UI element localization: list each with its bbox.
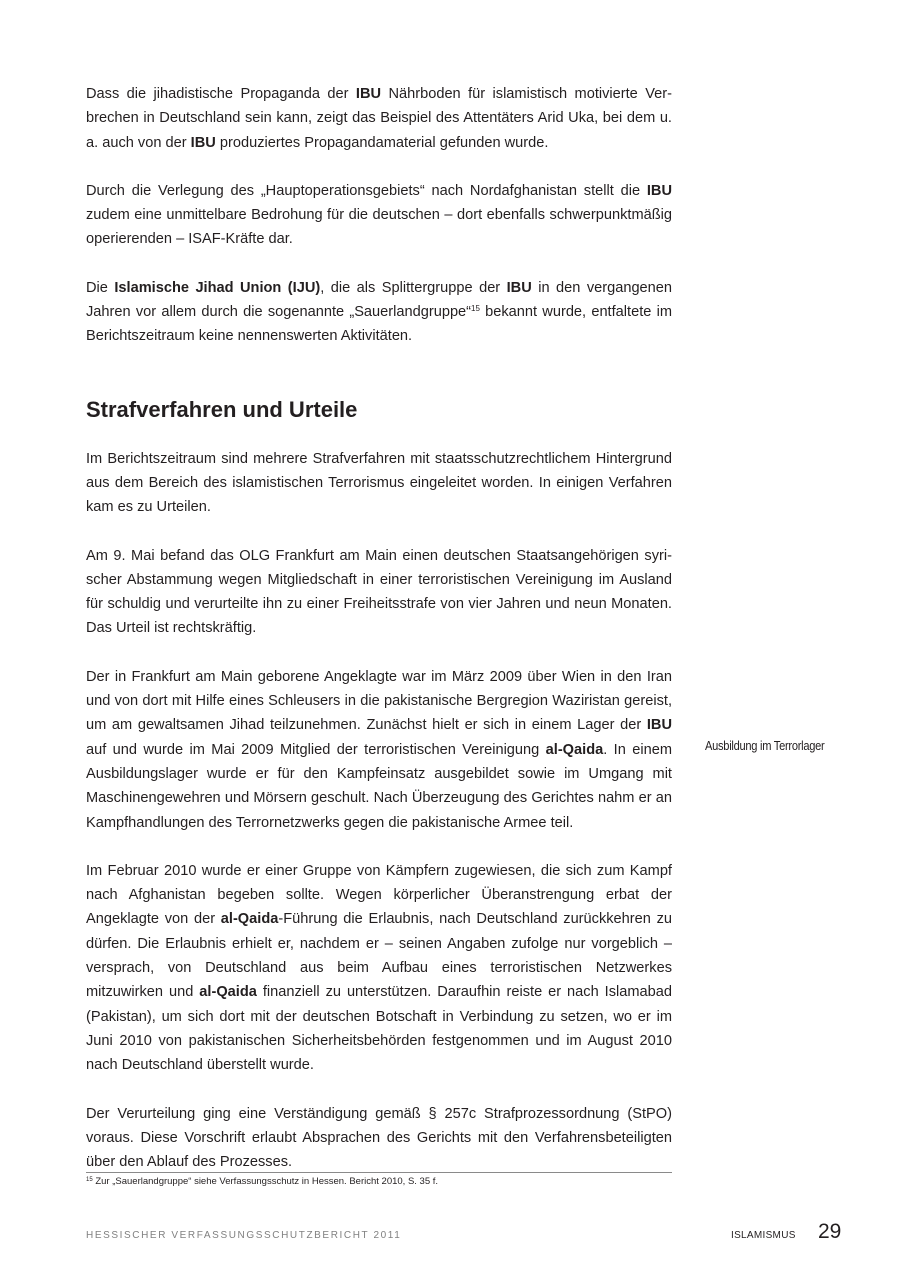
bold-term: al-Qaida bbox=[220, 911, 279, 928]
intro-paragraphs bbox=[86, 82, 672, 349]
main-text-column bbox=[86, 82, 672, 1198]
margin-note: Ausbildung im Terrorlager bbox=[705, 739, 825, 753]
bold-term: al-Qaida bbox=[199, 984, 257, 1001]
bold-term: Islamische Jihad Union (IJU) bbox=[114, 279, 321, 296]
footnote-divider bbox=[86, 1172, 672, 1173]
bold-term: IBU bbox=[355, 86, 382, 102]
paragraph bbox=[86, 1102, 672, 1175]
text-segment: finanziell zu unterstützen. Daraufhin reiste er nach Islamabad (Pakistan), um sich dort mit der deutschen Botschaft in Verbindung zu setzen, wo er im Juni 2010 von pakistanischen Sicherheitsbehörden festgenommen und im August 2010 nach Deutschland überstellt wurde. bbox=[86, 984, 672, 1074]
footnote bbox=[86, 1175, 672, 1188]
footnote-text: Zur „Sauerlandgruppe“ siehe Verfassungsschutz in Hessen. Bericht 2010, S. 35 f. bbox=[92, 1176, 439, 1187]
paragraph bbox=[86, 447, 672, 520]
text-segment: Im Berichtszeitraum sind mehrere Strafverfahren mit staatsschutzrechtlichem Hintergrund aus dem Bereich des islamistischen Terrorismus eingeleitet worden. In einigen Verfahren kam es zu Urteilen. bbox=[86, 450, 672, 516]
text-segment: in den vergangenen Jahren vor allem durch die sogenannte „Sauerlandgruppe“ bbox=[86, 279, 673, 321]
text-segment: auf und wurde im Mai 2009 Mitglied der terroristischen Vereinigung bbox=[86, 741, 546, 758]
text-segment: Nährboden für islamistisch motivierte Verbrechen in Deutschland sein kann, zeigt das Beispiel des Attentäters Arid Uka, bei dem u. a. auch von der bbox=[86, 86, 672, 151]
text-segment: produziertes Propagandamaterial gefunden wurde. bbox=[215, 134, 549, 151]
paragraph bbox=[86, 544, 672, 641]
paragraph bbox=[86, 82, 672, 155]
footer-section-name: ISLAMISMUS bbox=[731, 1230, 796, 1241]
text-segment: , die als Splittergruppe der bbox=[320, 279, 507, 296]
footer-publication-title: HESSISCHER VERFASSUNGSSCHUTZBERICHT 2011 bbox=[86, 1230, 402, 1241]
bold-term: IBU bbox=[190, 134, 216, 151]
bold-term: IBU bbox=[506, 279, 532, 296]
text-segment: bekannt wurde, entfaltete im Berichtszeitraum keine nennenswerten Aktivitäten. bbox=[86, 304, 672, 345]
text-segment: Der in Frankfurt am Main geborene Angeklagte war im März 2009 über Wien in den Iran und von dort mit Hilfe eines Schleusers in die pakistanische Bergregion Waziristan gereist, um am gewaltsamen Jihad teilzunehmen. Zunächst hielt er sich in einem Lager der bbox=[86, 668, 672, 734]
bold-term: IBU bbox=[646, 717, 672, 734]
paragraph bbox=[86, 859, 672, 1078]
text-segment: zudem eine unmittelbare Bedrohung für die deutschen – dort ebenfalls schwerpunktmäßig operierenden – ISAF-Kräfte dar. bbox=[86, 207, 672, 248]
text-segment: Die bbox=[86, 279, 115, 296]
text-segment: Durch die Verlegung des „Hauptoperationsgebiets“ nach Nordafghanistan stellt die bbox=[86, 182, 647, 199]
text-segment: Im Februar 2010 wurde er einer Gruppe von Kämpfern zugewiesen, die sich zum Kampf nach Afghanistan begeben sollte. Wegen körperlicher Überanstrengung erbat der Angeklagte von der bbox=[86, 862, 672, 928]
text-segment: Der Verurteilung ging eine Verständigung gemäß § 257c Strafprozessordnung (StPO) voraus. Diese Vorschrift erlaubt Absprachen des Gerichts mit den Verfahrensbeteiligten über den Ablauf des Prozesses. bbox=[86, 1105, 672, 1171]
text-segment: Am 9. Mai befand das OLG Frankfurt am Main einen deutschen Staatsangehörigen syrischer Abstammung wegen Mitgliedschaft in einer terroristischen Vereinigung im Ausland für schuldig und verurteilte ihn zu einer Freiheitsstrafe von vier Jahren und neun Monaten. Das Urteil ist rechtskräftig. bbox=[86, 547, 672, 637]
text-segment: . In einem Ausbildungslager wurde er für den Kampfeinsatz ausgebildet sowie im Umgang mit Maschinengewehren und Mörsern geschult. Nach Überzeugung des Gerichtes nahm er an Kampfhandlungen des Terrornetzwerks gegen die pakistanische Armee teil. bbox=[86, 741, 672, 831]
paragraph bbox=[86, 665, 672, 835]
bold-term: IBU bbox=[646, 182, 672, 199]
paragraph bbox=[86, 179, 672, 252]
page-number: 29 bbox=[818, 1220, 842, 1243]
section-paragraphs bbox=[86, 447, 672, 1175]
footnote-number: 15 bbox=[86, 1177, 93, 1183]
text-segment: Dass die jihadistische Propaganda der bbox=[86, 86, 356, 102]
footnote-reference: 15 bbox=[471, 304, 480, 314]
bold-term: al-Qaida bbox=[545, 741, 604, 758]
section-heading: Strafverfahren und Urteile bbox=[86, 396, 358, 422]
paragraph bbox=[86, 276, 672, 349]
text-segment: -Führung die Erlaubnis, nach Deutschland zurückkehren zu dürfen. Die Erlaubnis erhielt er, nachdem er – seinen Angaben zufolge nur vorgeblich – versprach, von Deutschland aus beim Aufbau eines terroristischen Netzwerkes mitzuwirken und bbox=[86, 911, 672, 1001]
